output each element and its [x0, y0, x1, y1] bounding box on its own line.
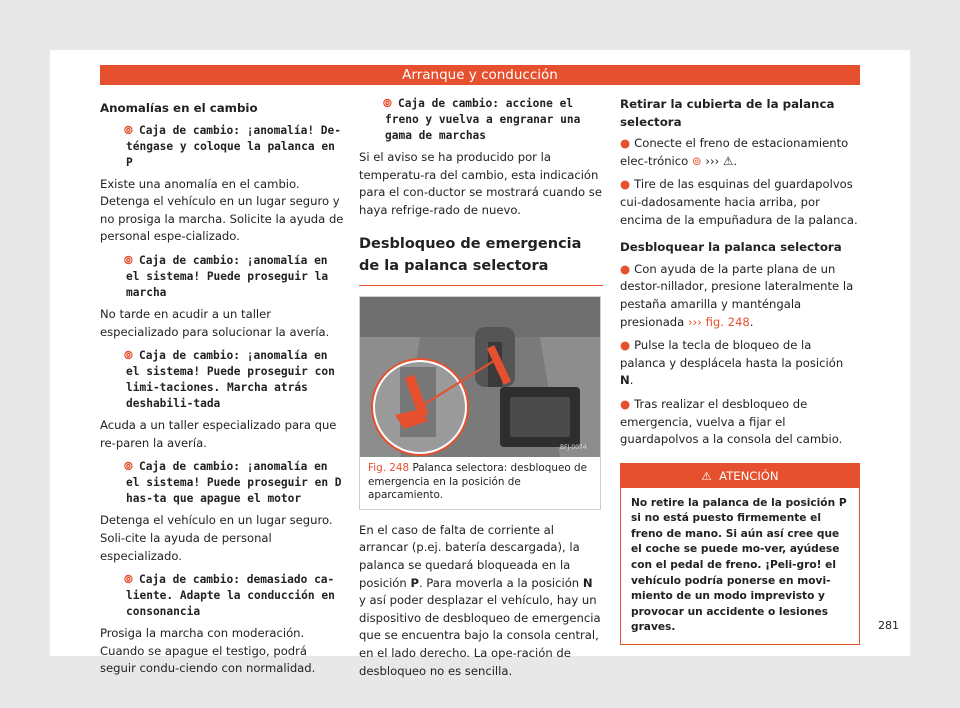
list-item: ● Pulse la tecla de bloqueo de la palanca y desplácela hasta la posición N.: [620, 338, 844, 388]
list-item: ● Tras realizar el desbloqueo de emergencia, vuelva a fijar el guardapolvos a la consola del cambio.: [620, 396, 843, 447]
figure-caption: Fig. 248 Palanca selectora: desbloqueo de emergencia en la posición de aparcamiento.: [360, 457, 600, 509]
warning-lamp-icon: ⦾: [124, 253, 133, 267]
section-title: Desbloqueo de emergencia de la palanca selectora: [359, 227, 603, 286]
bullet-icon: ●: [620, 136, 631, 151]
warning-lamp-icon: ⦾: [124, 573, 133, 587]
figure-link[interactable]: ››› fig. 248: [687, 314, 750, 329]
column-3: [620, 96, 860, 645]
parking-brake-icon: ⊚: [691, 153, 702, 168]
attention-header: ⚠ ATENCIÓN: [621, 464, 859, 488]
column-1: [100, 96, 344, 685]
subheading: Retirar la cubierta de la palanca selectora: [620, 97, 835, 129]
bullet-icon: ●: [620, 396, 631, 411]
warning-message: ⦾ Caja de cambio: demasiado ca-liente. Adapte la conducción en consonancia: [124, 573, 335, 619]
column-2: [359, 96, 603, 687]
warning-message: ⦾ Caja de cambio: accione el freno y vuelva a engranar una gama de marchas: [383, 97, 581, 142]
warning-lamp-icon: ⦾: [383, 97, 392, 110]
figure-248: [359, 296, 601, 510]
warning-message: ⦾ Caja de cambio: ¡anomalía en el sistema! Puede proseguir la marcha: [124, 253, 329, 299]
paragraph: Prosiga la marcha con moderación. Cuando se apague el testigo, podrá seguir condu-ciendo con normalidad.: [100, 626, 316, 676]
figure-code: BFJ-0074: [560, 444, 587, 452]
gear-selector-illustration: [360, 297, 600, 457]
paragraph: Existe una anomalía en el cambio. Detenga el vehículo en un lugar seguro y no prosiga la marcha. Solicite la ayuda de personal espe-cializado.: [100, 176, 344, 244]
list-item: ● Conecte el freno de estacionamiento elec-trónico ⊚ ››› ⚠.: [620, 136, 849, 168]
paragraph: Si el aviso se ha producido por la temperatu-ra del cambio, esta indicación para el con-ductor se mostrará cuando se haya refrige-rado de nuevo.: [359, 150, 602, 217]
bullet-icon: ●: [620, 261, 631, 276]
bullet-icon: ●: [620, 338, 631, 353]
bullet-icon: ●: [620, 177, 631, 192]
attention-box: [620, 463, 860, 645]
warning-lamp-icon: ⦾: [124, 123, 133, 137]
subheading: Desbloquear la palanca selectora: [620, 240, 842, 255]
warning-triangle-icon: ⚠: [722, 153, 734, 168]
page-number: 281: [878, 619, 899, 632]
attention-text: No retire la palanca de la posición P si no está puesto firmemente el freno de mano. Si aún así cree que el coche se puede mo-ver, ayúdese con el pedal de freno. ¡Peli-gro! el vehículo podría ponerse en movi-miento de un modo imprevisto y provocar un accidente o lesiones graves.: [631, 496, 847, 634]
warning-lamp-icon: ⦾: [124, 349, 133, 363]
warning-triangle-icon: ⚠: [701, 468, 712, 483]
warning-lamp-icon: ⦾: [124, 460, 133, 474]
paragraph: Acuda a un taller especializado para que re-paren la avería.: [100, 418, 337, 450]
list-item: ● Tire de las esquinas del guardapolvos cui-dadosamente hacia arriba, por encima de la empuñadura de la palanca.: [620, 177, 858, 227]
section-heading-anomalias: Anomalías en el cambio: [100, 101, 258, 115]
paragraph: No tarde en acudir a un taller especializado para solucionar la avería.: [100, 306, 330, 339]
paragraph: En el caso de falta de corriente al arrancar (p.ej. batería descargada), la palanca se quedará bloqueada en la posición P. Para moverla a la posición N y así poder desplazar el vehículo, hay un dispositivo de desbloqueo de emergencia que se encuentra bajo la consola central, en el lado derecho. La ope-ración de desbloqueo no es sencilla.: [359, 522, 601, 678]
figure-label: Fig. 248: [368, 462, 410, 475]
warning-message: ⦾ Caja de cambio: ¡anomalía en el sistema! Puede proseguir en D has-ta que apague el motor: [124, 460, 342, 506]
warning-message: ⦾ Caja de cambio: ¡anomalía en el sistema! Puede proseguir con limi-taciones. Marcha atrás deshabili-tada: [124, 349, 335, 411]
warning-message: ⦾ Caja de cambio: ¡anomalía! De-téngase y coloque la palanca en P: [124, 123, 342, 169]
paragraph: Detenga el vehículo en un lugar seguro. Soli-cite la ayuda de personal especializado.: [100, 513, 333, 563]
list-item: ● Con ayuda de la parte plana de un destor-nillador, presione lateralmente la pestaña amarilla y manténgala presionada ››› fig. 248.: [620, 261, 854, 329]
page-header: Arranque y conducción: [100, 65, 860, 85]
